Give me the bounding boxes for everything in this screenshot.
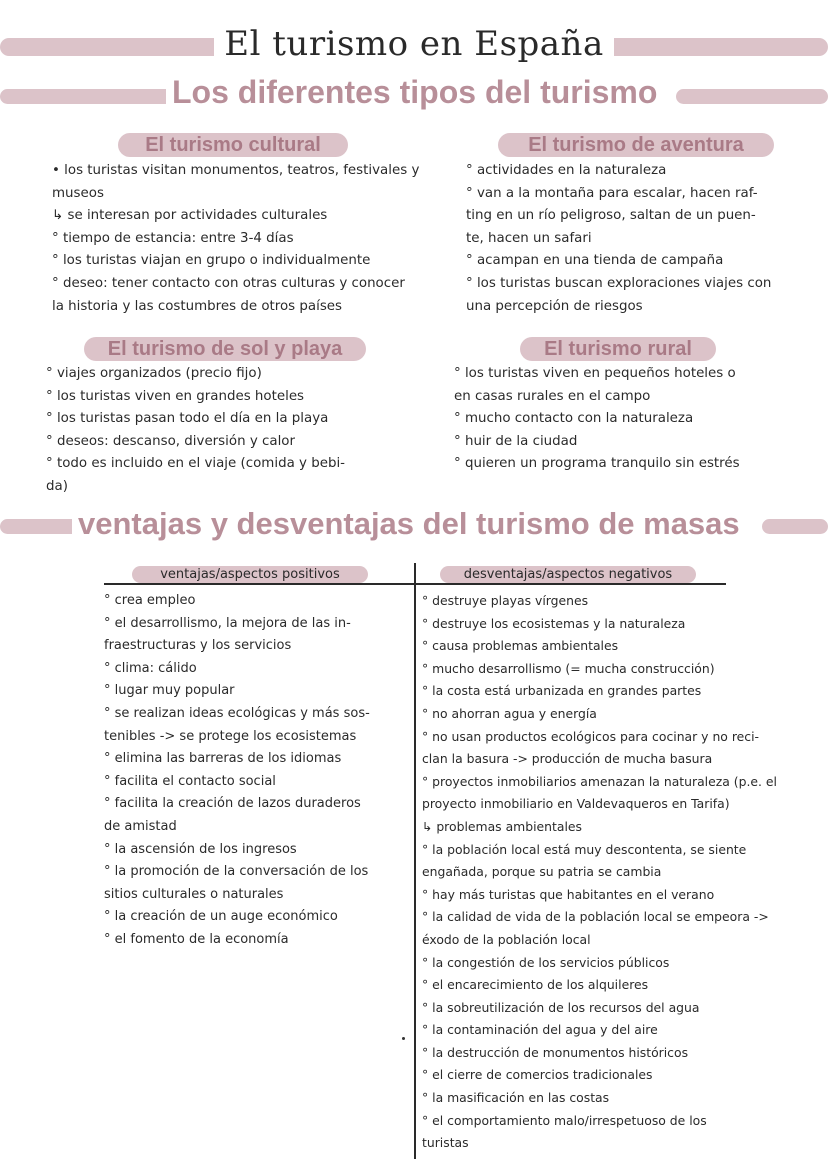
table-divider (414, 563, 416, 1159)
list-item: éxodo de la población local (422, 931, 591, 947)
list-item: fraestructuras y los servicios (104, 638, 292, 654)
list-item: ° acampan en una tienda de campaña (466, 253, 724, 269)
list-item: tenibles -> se protege los ecosistemas (104, 728, 357, 744)
list-item: en casas rurales en el campo (454, 388, 651, 404)
section1-band-left (0, 89, 178, 104)
list-item: turistas (422, 1135, 469, 1151)
cultural-title: El turismo cultural (118, 133, 348, 157)
list-item: ° la ascensión de los ingresos (104, 841, 297, 857)
ventajas-list (104, 590, 370, 952)
cultural-list (52, 160, 419, 318)
page-title: El turismo en España (0, 24, 828, 64)
list-item: ° facilita la creación de lazos duraderos (104, 796, 361, 812)
desventajas-header: desventajas/aspectos negativos (440, 566, 696, 583)
list-item: ° proyectos inmobiliarios amenazan la naturaleza (p.e. el (422, 773, 777, 789)
list-item: ° los turistas viven en grandes hoteles (46, 388, 305, 404)
list-item: ↳ problemas ambientales (422, 818, 582, 834)
list-item: ° los turistas viven en pequeños hoteles o (454, 366, 736, 381)
list-item: de amistad (104, 818, 177, 834)
list-item: una percepción de riesgos (466, 298, 643, 314)
list-item: proyecto inmobiliario en Valdevaqueros en Tarifa) (422, 796, 730, 812)
list-item: ° huir de la ciudad (454, 433, 578, 449)
list-item: ° hay más turistas que habitantes en el verano (422, 886, 715, 902)
list-item: ° todo es incluido en el viaje (comida y bebi- (46, 456, 346, 472)
list-item: ting en un río peligroso, saltan de un puen- (466, 208, 756, 224)
rural-title: El turismo rural (520, 337, 716, 361)
list-item: ° la población local está muy descontenta, se siente (422, 841, 747, 857)
list-item: sitios culturales o naturales (104, 886, 284, 902)
sol-playa-list (46, 363, 345, 499)
aventura-title: El turismo de aventura (498, 133, 774, 157)
list-item: ° la costa está urbanizada en grandes partes (422, 683, 702, 699)
list-item: ° mucho contacto con la naturaleza (454, 411, 694, 427)
rural-list (454, 363, 740, 476)
list-item: da) (46, 478, 68, 494)
list-item: ° mucho desarrollismo (= mucha construcción) (422, 660, 715, 676)
section2-heading: ventajas y desventajas del turismo de masas (72, 506, 746, 542)
list-item: la historia y las costumbres de otros países (52, 298, 343, 314)
list-item: ° la congestión de los servicios públicos (422, 954, 670, 970)
list-item: ° la destrucción de monumentos históricos (422, 1044, 689, 1060)
list-item: ↳ se interesan por actividades culturales (52, 208, 328, 224)
list-item: ° destruye los ecosistemas y la naturaleza (422, 615, 686, 631)
list-item: engañada, porque su patria se cambia (422, 864, 662, 880)
list-item: ° deseos: descanso, diversión y calor (46, 433, 295, 449)
section1-heading: Los diferentes tipos del turismo (166, 74, 663, 111)
list-item: ° el comportamiento malo/irrespetuoso de los (422, 1112, 707, 1128)
list-item: ° clima: cálido (104, 660, 197, 676)
list-item: ° la promoción de la conversación de los (104, 864, 369, 880)
list-item: ° no ahorran agua y energía (422, 705, 597, 721)
list-item: ° los turistas viajan en grupo o individualmente (52, 253, 371, 269)
list-item: ° elimina las barreras de los idiomas (104, 751, 342, 767)
list-item: ° el encarecimiento de los alquileres (422, 977, 649, 993)
ventajas-header: ventajas/aspectos positivos (132, 566, 368, 583)
list-item: ° crea empleo (104, 593, 196, 608)
list-item: ° la sobreutilización de los recursos del agua (422, 999, 700, 1015)
list-item: ° la masificación en las costas (422, 1090, 610, 1106)
list-item: ° el desarrollismo, la mejora de las in- (104, 615, 351, 631)
list-item: ° no usan productos ecológicos para cocinar y no reci- (422, 728, 759, 744)
section1-band-right (676, 89, 828, 104)
list-item: ° la calidad de vida de la población local se empeora -> (422, 909, 769, 925)
list-item: ° los turistas pasan todo el día en la playa (46, 411, 329, 427)
list-item: te, hacen un safari (466, 230, 592, 246)
list-item: ° facilita el contacto social (104, 773, 276, 789)
list-item: ° lugar muy popular (104, 683, 235, 699)
list-item: ° el cierre de comercios tradicionales (422, 1067, 653, 1083)
stray-dot (402, 1037, 405, 1040)
list-item: clan la basura -> producción de mucha basura (422, 751, 713, 767)
list-item: ° viajes organizados (precio fijo) (46, 366, 262, 381)
list-item: museos (52, 185, 104, 201)
list-item: ° se realizan ideas ecológicas y más sos- (104, 705, 370, 721)
list-item: ° destruye playas vírgenes (422, 593, 589, 608)
list-item: ° los turistas buscan exploraciones viajes con (466, 275, 772, 291)
list-item: ° quieren un programa tranquilo sin estrés (454, 456, 740, 472)
list-item: ° causa problemas ambientales (422, 638, 619, 654)
desventajas-list (422, 590, 777, 1155)
list-item: ° actividades en la naturaleza (466, 163, 667, 178)
sol-playa-title: El turismo de sol y playa (84, 337, 366, 361)
list-item: ° la creación de un auge económico (104, 909, 338, 925)
section2-band-right (762, 519, 828, 534)
list-item: ° van a la montaña para escalar, hacen raf- (466, 185, 758, 201)
aventura-list (466, 160, 771, 318)
list-item: ° deseo: tener contacto con otras culturas y conocer (52, 275, 405, 291)
list-item: ° la contaminación del agua y del aire (422, 1022, 658, 1038)
list-item: ° tiempo de estancia: entre 3-4 días (52, 230, 294, 246)
list-item: • los turistas visitan monumentos, teatros, festivales y (52, 163, 420, 178)
list-item: ° el fomento de la economía (104, 931, 289, 947)
